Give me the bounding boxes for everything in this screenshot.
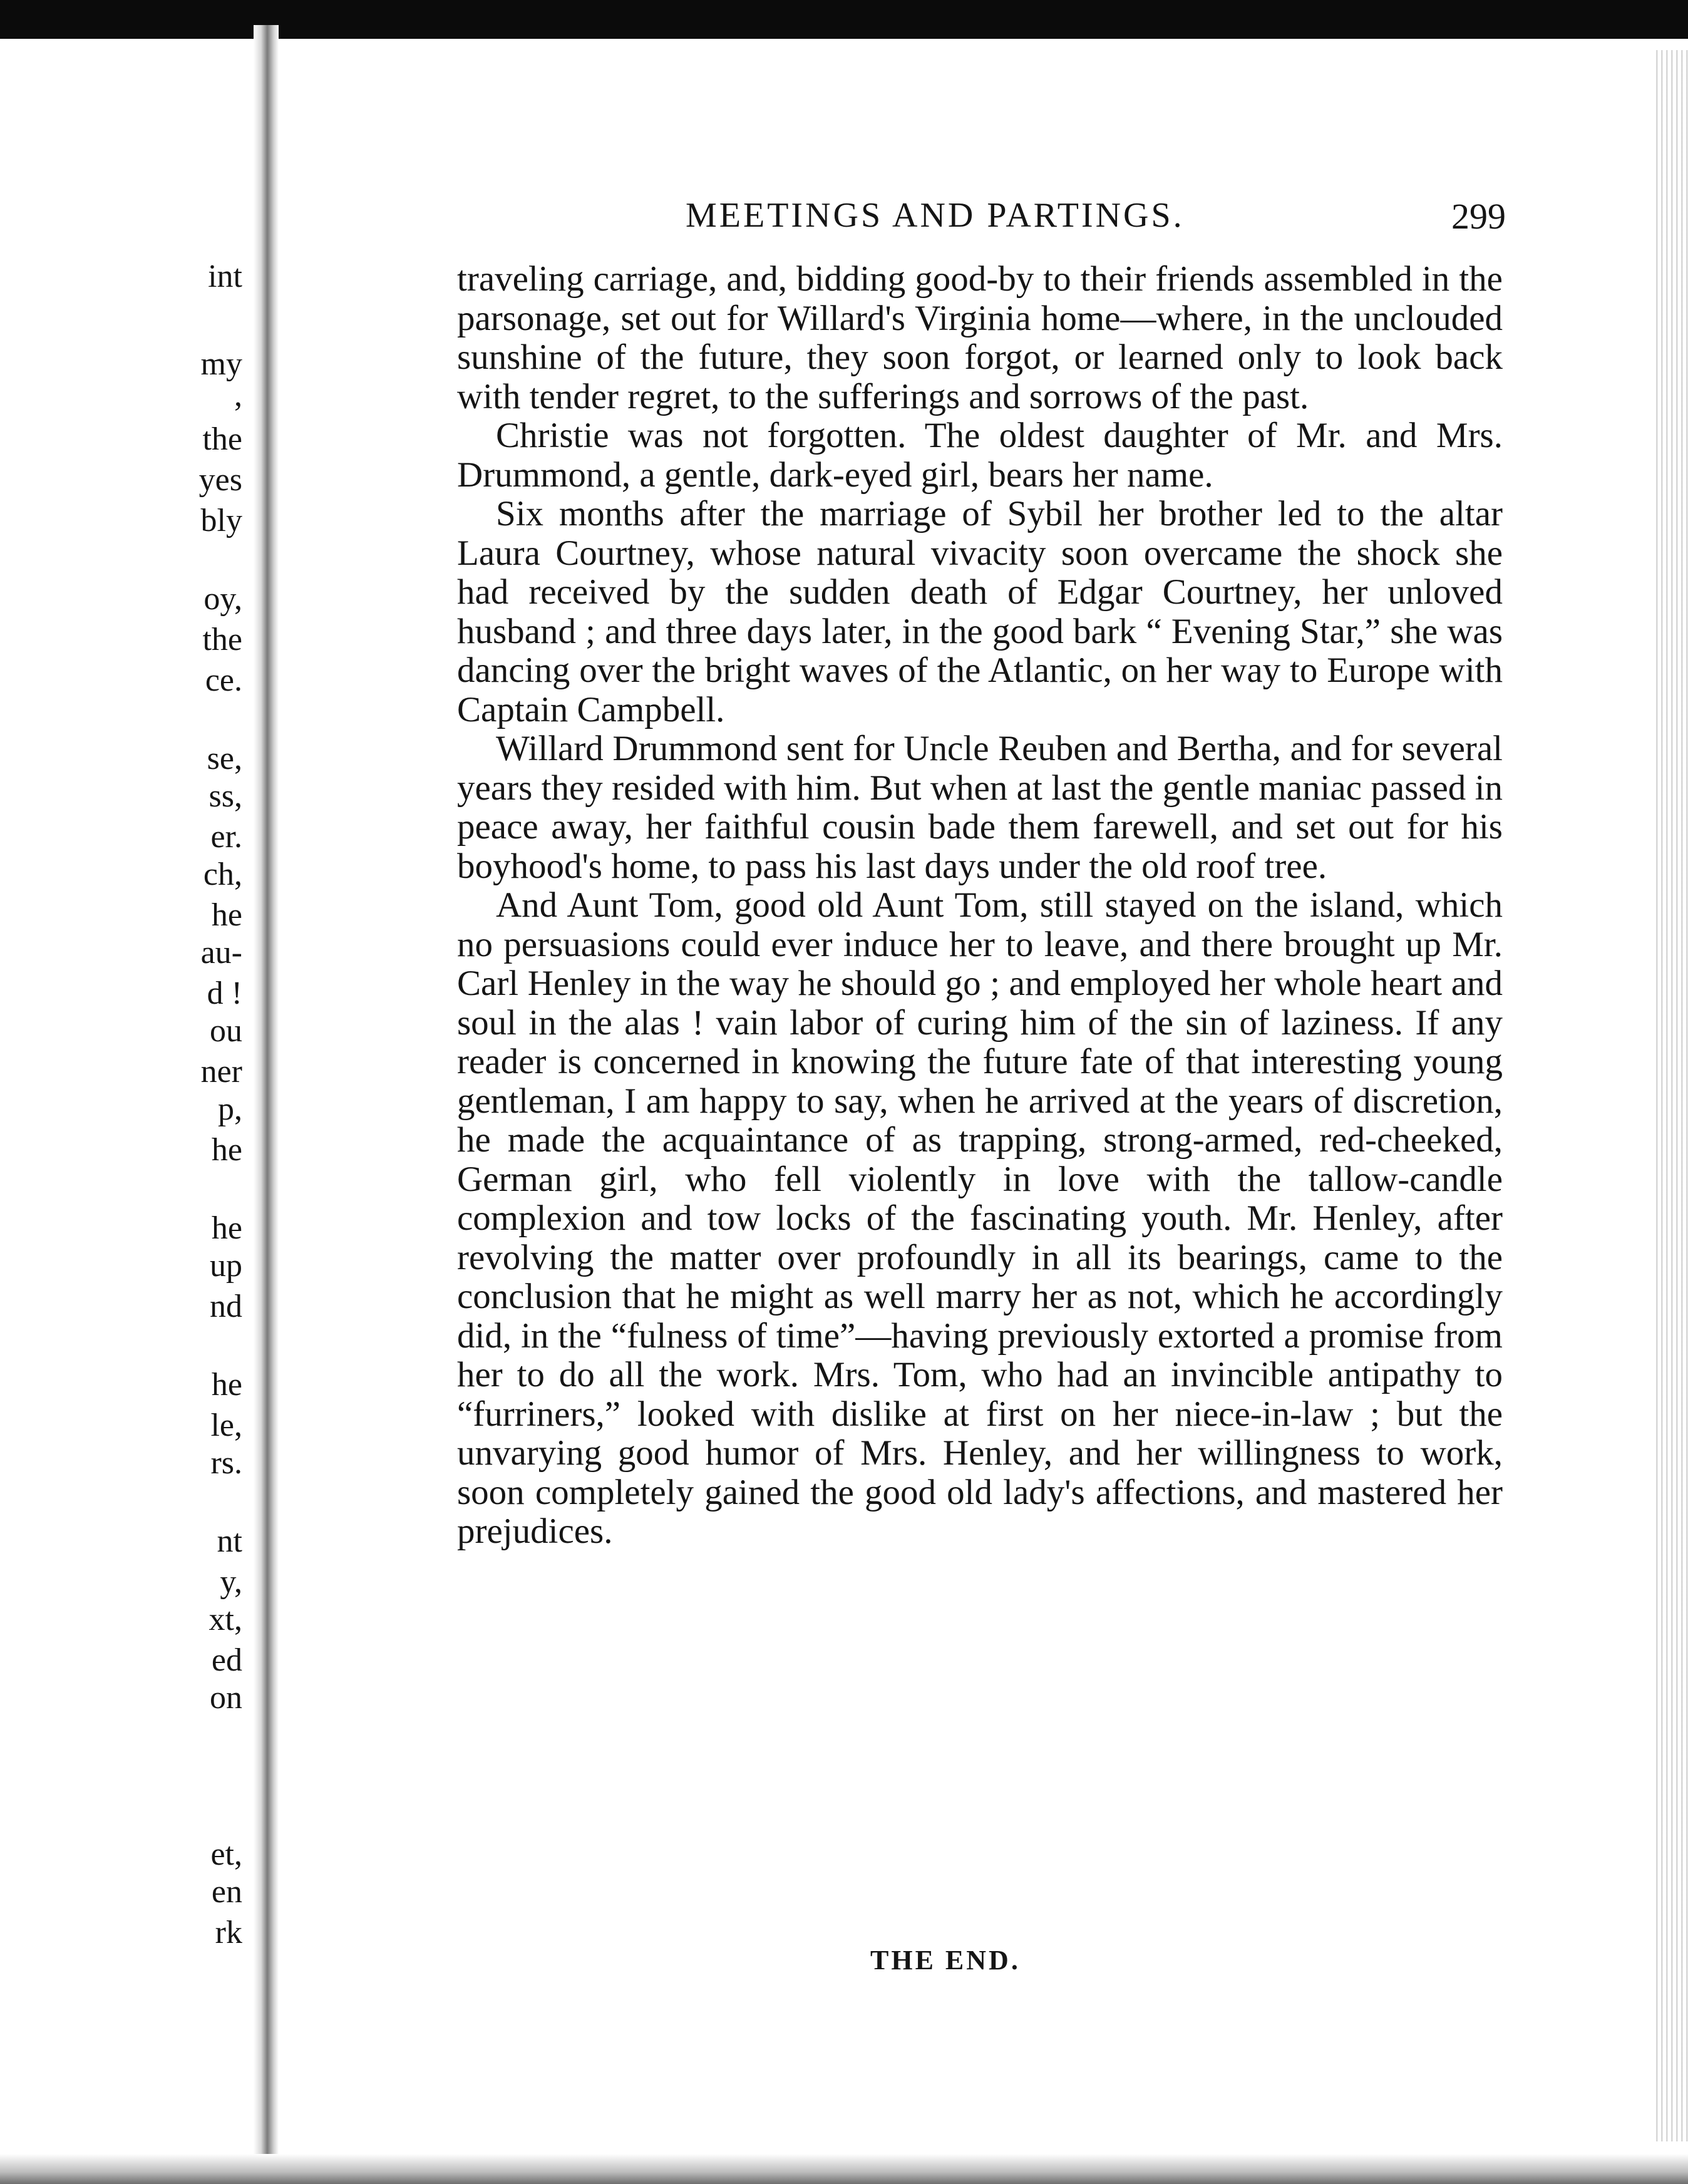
paragraph: Willard Drummond sent for Uncle Reuben and Bertha, and for several years they resided with him. But when at last the gentle maniac passed in peace away, her faithful cousin bade them farewell, and set out for his boyhood's home, to pass his last days under the old roof tree. <box>457 729 1503 886</box>
facing-page-fragment: au- <box>200 935 242 971</box>
facing-page-fragment: he <box>211 1367 242 1403</box>
paragraph: And Aunt Tom, good old Aunt Tom, still stayed on the island, which no persuasions could ever induce her to leave, and there brought up Mr. Carl Henley in the way he should go ; and employed her whole heart and soul in the alas ! vain labor of curing him of the sin of laziness. If any reader is concerned in knowing the future fate of that interesting young gentleman, I am happy to say, when he arrived at the years of discretion, he made the acquaintance of as trapping, strong-armed, red-cheeked, German girl, who fell violently in love with the tallow-candle complexion and tow locks of the fascinating youth. Mr. Henley, after revolving the matter over profoundly in all its bearings, came to the conclusion that he might as well marry her as not, which he accordingly did, in the “fulness of time”—having previously extorted a promise from her to do all the work. Mrs. Tom, who had an invincible antipathy to “furriners,” looked with dislike at first on her niece-in-law ; but the unvarying good humor of Mrs. Henley, and her willingness to work, soon completely gained the good old lady's affections, and mastered her prejudices. <box>457 885 1503 1551</box>
body-text <box>457 260 1503 1552</box>
running-head: MEETINGS AND PARTINGS. <box>686 196 1185 235</box>
the-end-label: THE END. <box>870 1945 1021 1975</box>
facing-page-fragment: , <box>234 378 242 413</box>
facing-page-fragment: int <box>208 259 242 294</box>
facing-page-fragment: he <box>211 897 242 933</box>
paragraph: Christie was not forgotten. The oldest daughter of Mr. and Mrs. Drummond, a gentle, dark-eyed girl, bears her name. <box>457 416 1503 495</box>
paragraph: traveling carriage, and, bidding good-by to their friends assembled in the parsonage, set out for Willard's Virginia home—where, in the unclouded sunshine of the future, they soon forgot, or learned only to look back with tender regret, to the sufferings and sorrows of the past. <box>457 259 1503 416</box>
book-gutter <box>254 25 279 2154</box>
page-number: 299 <box>1451 196 1506 237</box>
facing-page-fragment: yes <box>198 462 242 498</box>
facing-page-fragment: he <box>211 1132 242 1168</box>
facing-page-fragment: rk <box>215 1915 242 1950</box>
facing-page-fragment: my <box>200 346 242 382</box>
facing-page-fragment: xt, <box>208 1602 242 1637</box>
facing-page-fragment: rs. <box>210 1445 242 1481</box>
facing-page-edge <box>0 39 254 2168</box>
facing-page-fragment: the <box>202 421 242 457</box>
facing-page-fragment: d ! <box>207 976 242 1011</box>
facing-page-fragment: et, <box>210 1836 242 1872</box>
paragraph: Six months after the marriage of Sybil her brother led to the altar Laura Courtney, whose natural vivacity soon overcame the shock she had received by the sudden death of Edgar Courtney, her unloved husband ; and three days later, in the good bark “ Evening Star,” she was dancing over the bright waves of the Atlantic, on her way to Europe with Captain Campbell. <box>457 494 1503 729</box>
facing-page-fragment: ce. <box>205 662 242 698</box>
facing-page-fragment: p, <box>218 1091 242 1127</box>
facing-page-fragment: en <box>211 1874 242 1910</box>
facing-page-fragment: ch, <box>203 857 242 892</box>
facing-page-fragment: he <box>211 1210 242 1246</box>
facing-page-fragment: on <box>210 1680 242 1716</box>
facing-page-fragment: le, <box>210 1408 242 1443</box>
scan-bottom-edge <box>0 2154 1688 2184</box>
facing-page-fragment: se, <box>207 741 242 776</box>
facing-page-fragment: oy, <box>203 581 242 617</box>
facing-page-fragment: up <box>210 1248 242 1284</box>
facing-page-fragment: the <box>202 622 242 657</box>
facing-page-fragment: y, <box>220 1564 242 1600</box>
facing-page-fragment: nt <box>217 1523 242 1559</box>
facing-page-fragment: ss, <box>208 778 242 814</box>
facing-page-fragment: bly <box>200 503 242 538</box>
facing-page-fragment: ou <box>210 1013 242 1049</box>
facing-page-fragment: ner <box>200 1054 242 1089</box>
facing-page-fragment: nd <box>210 1289 242 1324</box>
facing-page-fragment: er. <box>210 819 242 855</box>
facing-page-fragment: ed <box>211 1642 242 1678</box>
page-stack-edge <box>1653 50 1688 2141</box>
